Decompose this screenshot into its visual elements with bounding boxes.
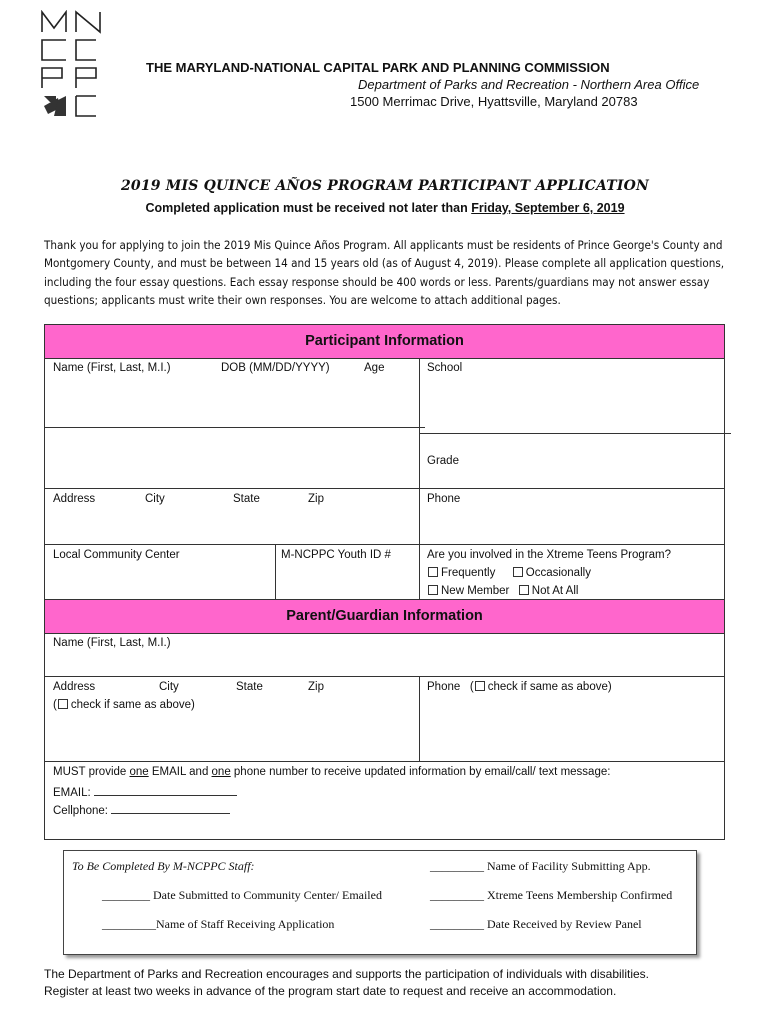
application-form [44,324,725,840]
date-submitted-field[interactable]: ________ Date Submitted to Community Center/ Emailed [102,888,382,902]
new-member-checkbox[interactable] [428,585,438,595]
staff-box-title: To Be Completed By M-NCPPC Staff: [72,859,255,873]
email-row [53,784,237,799]
guardian-city-label: City [159,681,179,693]
column-divider [419,676,420,761]
cellphone-label: Cellphone: [53,805,108,817]
address-same-checkbox[interactable] [58,699,68,709]
column-divider [275,544,276,599]
accessibility-line-1: The Department of Parks and Recreation encourages and supports the participation of individuals with disabilities. [44,967,650,981]
phone-same-label: check if same as above [487,681,608,693]
office-address: 1500 Merrimac Drive, Hyattsville, Maryland 20783 [350,94,638,109]
org-name: THE MARYLAND-NATIONAL CAPITAL PARK AND PLANNING COMMISSION [146,60,610,75]
guardian-zip-label: Zip [308,681,324,693]
xtreme-question: Are you involved in the Xtreme Teens Program? [427,549,671,561]
staff-use-box [63,850,697,955]
guardian-address-label: Address [53,681,96,693]
form-title: 2019 MIS QUINCE AÑOS PROGRAM PARTICIPANT APPLICATION [120,178,650,194]
mncppc-logo [40,10,118,118]
not-at-all-checkbox[interactable] [519,585,529,595]
row-line [45,544,724,545]
participant-name-label: Name (First, Last, M.I.) [53,362,171,374]
department-name: Department of Parks and Recreation - Northern Area Office [358,77,700,92]
guardian-phone-label: Phone [427,681,461,693]
address-label: Address [53,493,96,505]
row-line [45,676,724,677]
cellphone-field[interactable] [111,802,230,814]
phone-label: Phone [427,493,461,505]
new-member-label: New Member [441,585,510,597]
frequently-label: Frequently [441,567,496,579]
contact-requirement: MUST provide one EMAIL and one phone number to receive updated information by email/call/ text message: [53,766,611,778]
occasionally-checkbox[interactable] [513,567,523,577]
guardian-address-same: ( check if same as above) [53,699,195,711]
row-line [45,488,724,489]
column-divider [419,359,420,599]
frequently-checkbox[interactable] [428,567,438,577]
occasionally-label: Occasionally [525,567,591,579]
not-at-all-label: Not At All [531,585,579,597]
accessibility-line-2: Register at least two weeks in advance of the program start date to request and receive an accommodation. [44,984,617,998]
school-label: School [427,362,463,374]
guardian-state-label: State [236,681,263,693]
email-field[interactable] [94,784,237,796]
xtreme-options-row2 [427,585,578,597]
grade-label: Grade [427,455,459,467]
email-label: EMAIL: [53,787,91,799]
participant-section-header: Participant Information [45,324,724,359]
deadline-date: Friday, September 6, 2019 [471,201,625,215]
youth-id-label: M-NCPPC Youth ID # [281,549,391,561]
facility-name-field[interactable]: _________ Name of Facility Submitting App. [430,859,651,873]
xtreme-options-row1 [427,567,591,579]
membership-confirmed-field[interactable]: _________ Xtreme Teens Membership Confirmed [430,888,673,902]
guardian-phone-group: Phone ( check if same as above) [427,681,612,693]
community-center-label: Local Community Center [53,549,180,561]
cellphone-row [53,802,230,817]
dob-label: DOB (MM/DD/YYYY) [221,362,330,374]
staff-receiving-field[interactable]: _________Name of Staff Receiving Application [102,917,335,931]
zip-label: Zip [308,493,324,505]
row-line [45,427,425,428]
accessibility-notice [44,966,744,1000]
address-same-label: check if same as above [70,699,192,711]
guardian-section-header: Parent/Guardian Information [45,599,724,634]
deadline-notice: Completed application must be received not later than Friday, September 6, 2019 [145,201,625,215]
row-line [45,761,724,762]
guardian-name-label: Name (First, Last, M.I.) [53,637,171,649]
city-label: City [145,493,165,505]
row-line [419,433,731,434]
phone-same-checkbox[interactable] [475,681,485,691]
intro-paragraph: Thank you for applying to join the 2019 Mis Quince Años Program. All applicants must be residents of Prince George's County and Montgomery County, and must be between 14 and 15 years old (as of August 4, 2019). Please complete all application questions, including the four essay questions. Each essay response should be 400 words or less. Parents/guardians may not answer essay questions; applicants must write their own responses. You are welcome to attach additional pages. [44,238,725,307]
review-panel-date-field[interactable]: _________ Date Received by Review Panel [430,917,642,931]
age-label: Age [364,362,385,374]
state-label: State [233,493,260,505]
